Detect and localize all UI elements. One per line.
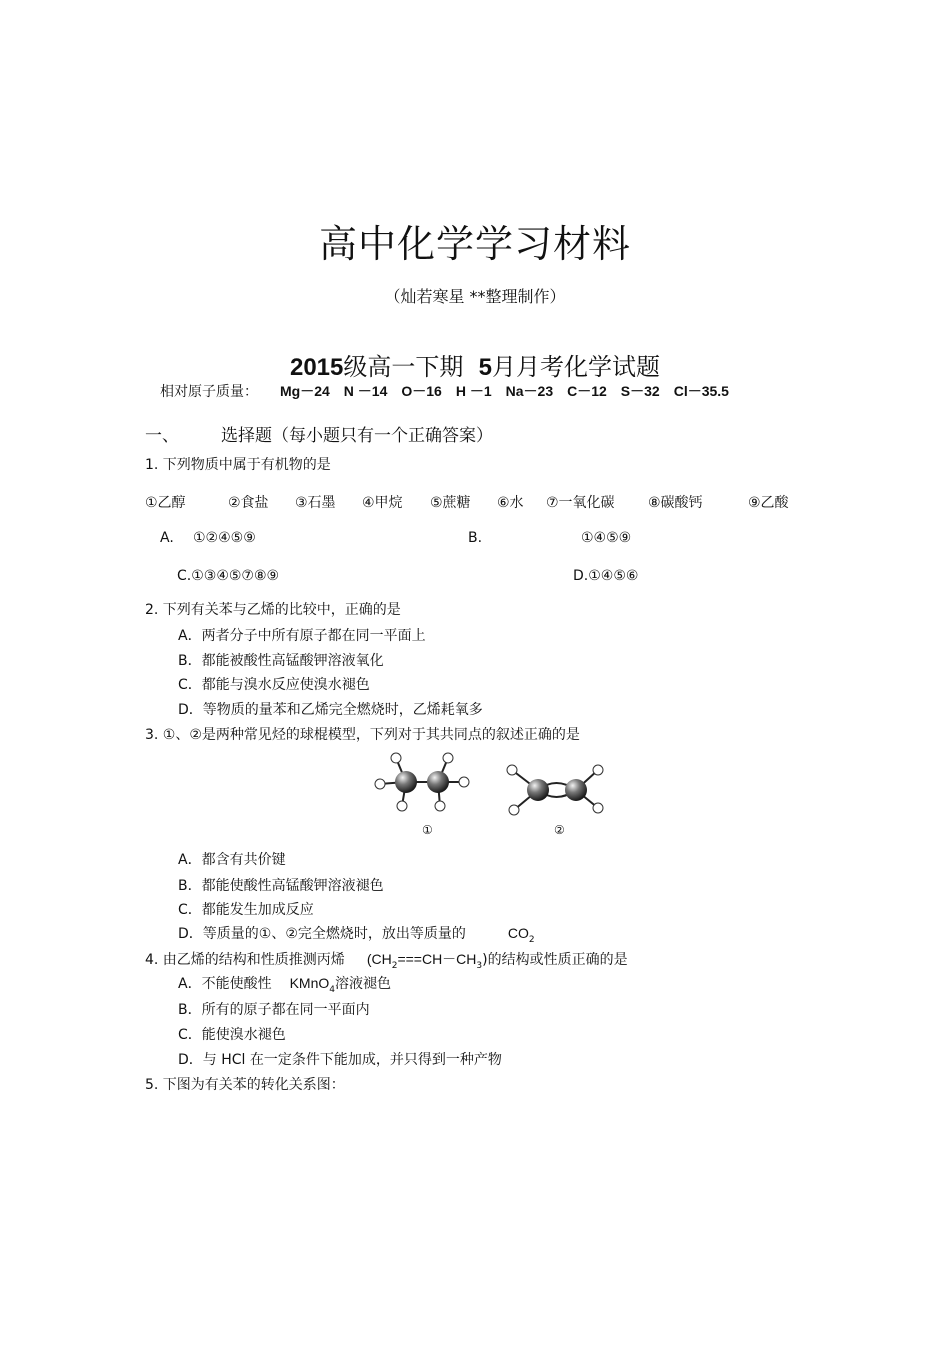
q4-option-d: D．与 HCl 在一定条件下能加成，并只得到一种产物 (178, 1052, 502, 1068)
ethylene-ball-stick-model (498, 756, 613, 826)
q5-stem: 5. 下图为有关苯的转化关系图： (145, 1077, 345, 1093)
q2-option-c: C．都能与溴水反应使溴水褪色 (178, 677, 370, 693)
q4-option-a-formula: KMnO (289, 975, 330, 991)
q4-formula-part1: (CH (366, 951, 392, 967)
q4-option-c: C．能使溴水褪色 (178, 1027, 286, 1043)
q1-option-a-label: A. (160, 530, 174, 546)
q4-option-a (178, 973, 391, 995)
material-title: 高中化学学习材料 (318, 222, 631, 266)
q4-stem (145, 949, 628, 971)
mass-cl: Cl－35.5 (673, 383, 729, 399)
q1-item-5: ⑤蔗糖 (430, 495, 471, 511)
mass-na: Na－23 (505, 383, 554, 399)
q1-option-b-label: B. (468, 530, 483, 546)
exam-title-middle: 级高一下期 (343, 353, 464, 381)
mass-c: C－12 (567, 383, 607, 399)
q1-item-4: ④甲烷 (362, 495, 403, 511)
exam-title-end: 月月考化学试题 (492, 353, 660, 381)
q4-option-a-text: A．不能使酸性 (178, 976, 272, 992)
mass-s: S－32 (620, 383, 660, 399)
q2-stem: 2. 下列有关苯与乙烯的比较中，正确的是 (145, 602, 401, 618)
exam-title-month: 5 (478, 354, 492, 381)
q2-option-b: B．都能被酸性高锰酸钾溶液氧化 (178, 653, 384, 669)
q1-item-2: ②食盐 (228, 495, 269, 511)
q4-option-a-subscript: 4 (329, 984, 335, 995)
model-2-label: ② (554, 823, 565, 837)
q1-item-1: ①乙醇 (145, 495, 186, 511)
q2-option-d: D．等物质的量苯和乙烯完全燃烧时，乙烯耗氧多 (178, 702, 483, 718)
q3-option-b: B．都能使酸性高锰酸钾溶液褪色 (178, 878, 384, 894)
q4-option-b: B．所有的原子都在同一平面内 (178, 1002, 370, 1018)
section-heading (145, 421, 493, 446)
q4-stem-text: 4. 由乙烯的结构和性质推测丙烯 (145, 952, 345, 968)
section-number: 一、 (145, 426, 179, 446)
q1-option-c: C.①③④⑤⑦⑧⑨ (177, 568, 280, 584)
atomic-masses (160, 381, 743, 401)
q1-option-b-value: ①④⑤⑨ (581, 530, 632, 546)
exam-title (0, 347, 950, 382)
mass-n: N －14 (343, 383, 388, 399)
q1-item-3: ③石墨 (295, 495, 336, 511)
q3-stem: 3. ①、②是两种常见烃的球棍模型，下列对于其共同点的叙述正确的是 (145, 727, 580, 743)
q1-stem: 1. 下列物质中属于有机物的是 (145, 457, 331, 473)
q1-option-d: D.①④⑤⑥ (573, 568, 639, 584)
q4-formula-part2: ===CH－CH (397, 951, 477, 967)
exam-title-year: 2015 (289, 354, 344, 381)
q3-option-d-formula: CO (507, 925, 529, 941)
q3-option-a: A．都含有共价键 (178, 852, 286, 868)
q4-formula-sub1: 2 (391, 960, 398, 971)
section-title: 选择题（每小题只有一个正确答案） (221, 426, 493, 446)
mass-o: O－16 (401, 383, 442, 399)
atomic-masses-label: 相对原子质量： (160, 384, 258, 400)
q4-formula-sub2: 3 (476, 960, 483, 971)
material-subtitle: （灿若寒星 **整理制作） (384, 287, 566, 306)
q1-item-6: ⑥水 (497, 495, 524, 511)
mass-mg: Mg－24 (280, 383, 330, 399)
q1-option-a-value: ①②④⑤⑨ (193, 530, 256, 546)
q3-option-d-subscript: 2 (528, 934, 535, 945)
q1-item-9: ⑨乙酸 (748, 495, 789, 511)
q3-option-c: C．都能发生加成反应 (178, 902, 314, 918)
q1-item-7: ⑦一氧化碳 (546, 495, 615, 511)
q3-option-d (178, 923, 535, 945)
mass-h: H －1 (455, 383, 492, 399)
q1-item-8: ⑧碳酸钙 (648, 495, 703, 511)
q4-option-a-end: 溶液褪色 (335, 976, 391, 992)
q4-stem-end: )的结构或性质正确的是 (482, 952, 628, 968)
q2-option-a: A．两者分子中所有原子都在同一平面上 (178, 628, 426, 644)
q3-option-d-text: D．等质量的①、②完全燃烧时，放出等质量的 (178, 926, 466, 942)
model-1-label: ① (422, 823, 433, 837)
